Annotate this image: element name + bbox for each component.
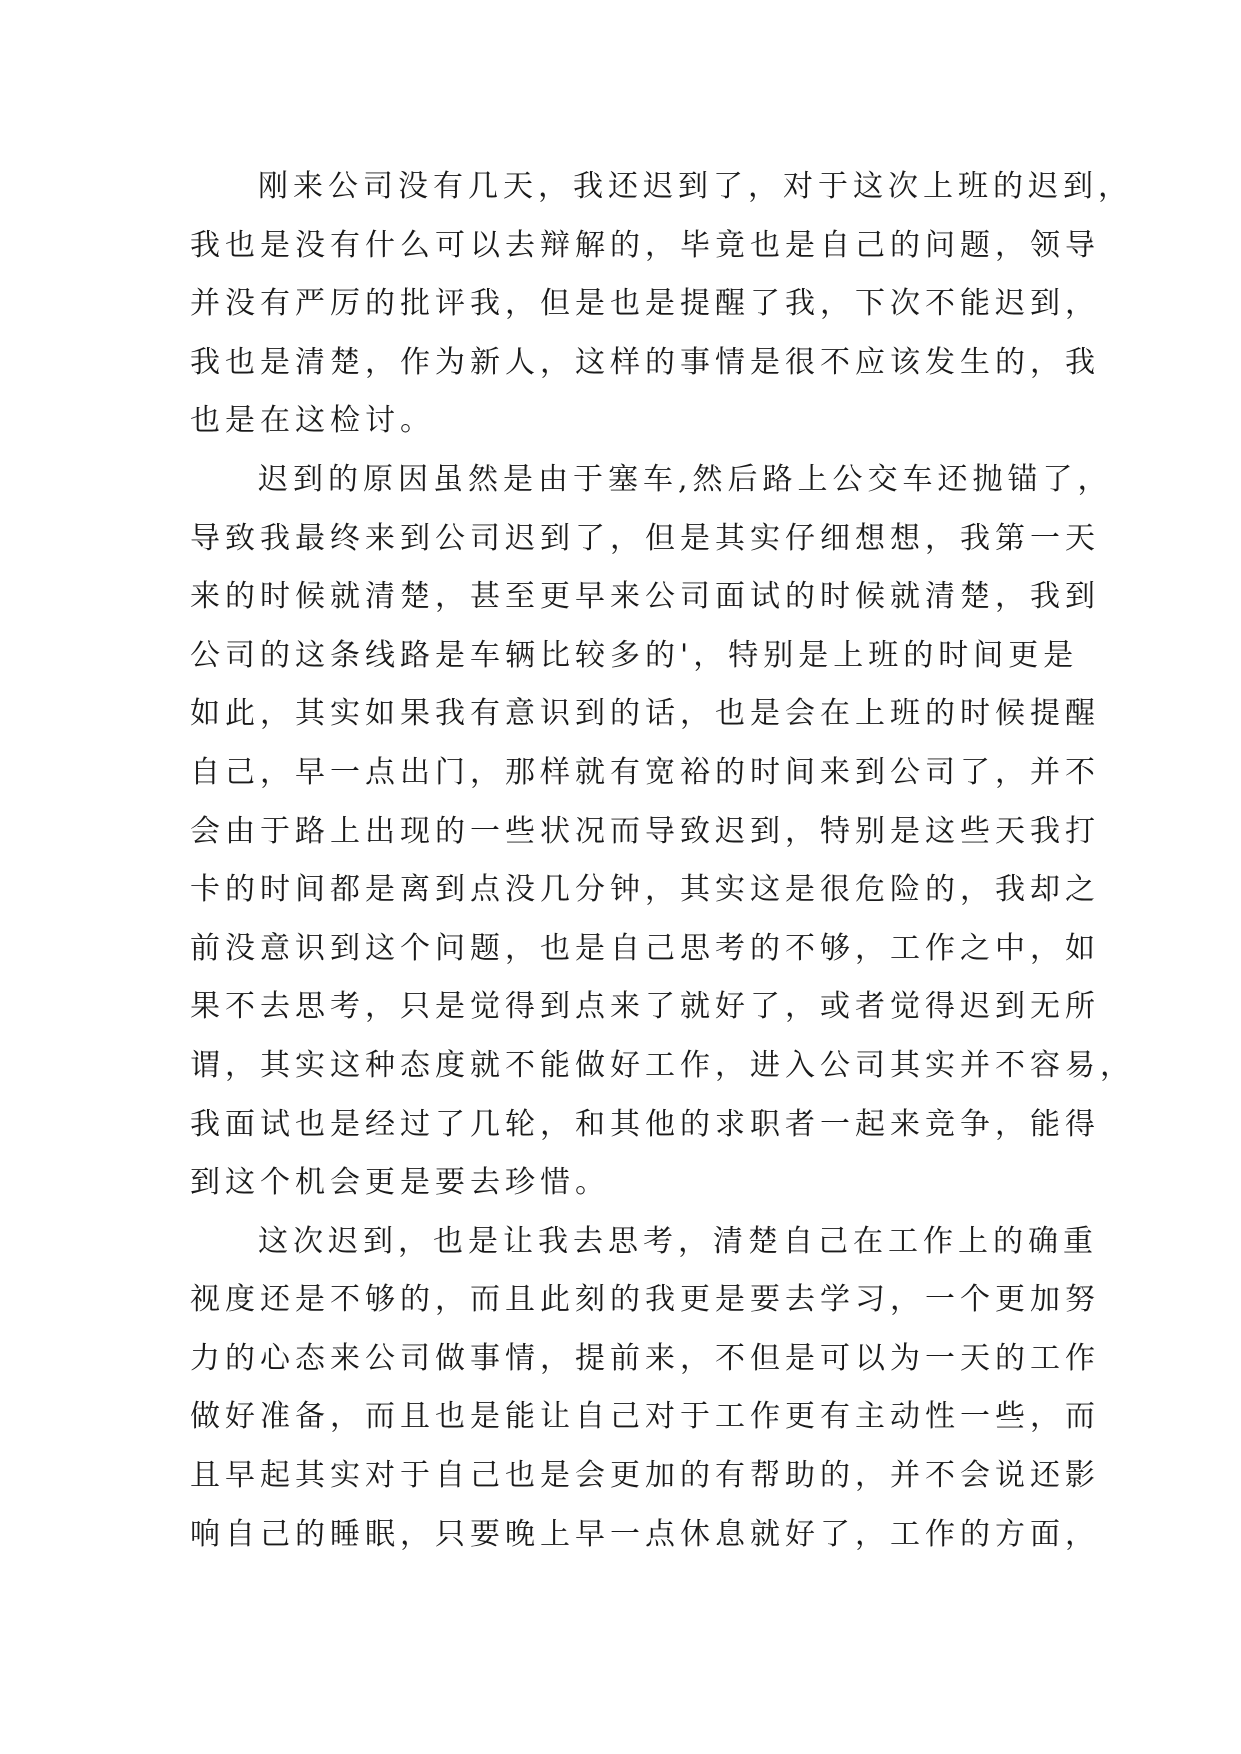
paragraph-1 (190, 158, 1133, 451)
text-line: 并没有严厉的批评我，但是也是提醒了我，下次不能迟到， (190, 286, 1100, 322)
text-line: 果不去思考，只是觉得到点来了就好了，或者觉得迟到无所 (190, 989, 1100, 1025)
text-line: 会由于路上出现的一些状况而导致迟到，特别是这些天我打 (190, 813, 1100, 849)
text-line: 视度还是不够的，而且此刻的我更是要去学习，一个更加努 (190, 1282, 1100, 1318)
text-line: 公司的这条线路是车辆比较多的'，特别是上班的时间更是 (190, 637, 1079, 673)
text-line: 这次迟到，也是让我去思考，清楚自己在工作上的确重 (258, 1223, 1098, 1259)
text-line: 来的时候就清楚，甚至更早来公司面试的时候就清楚，我到 (190, 579, 1100, 615)
text-line: 自己，早一点出门，那样就有宽裕的时间来到公司了，并不 (190, 754, 1100, 790)
text-line: 导致我最终来到公司迟到了，但是其实仔细想想，我第一天 (190, 520, 1100, 556)
text-line: 到这个机会更是要去珍惜。 (190, 1165, 610, 1201)
paragraph-2 (190, 451, 1135, 1213)
text-line: 卡的时间都是离到点没几分钟，其实这是很危险的，我却之 (190, 872, 1100, 908)
text-line: 响自己的睡眠，只要晚上早一点休息就好了，工作的方面， (190, 1516, 1100, 1552)
text-line: 迟到的原因虽然是由于塞车,然后路上公交车还抛锚了， (258, 461, 1113, 497)
paragraph-3 (190, 1213, 1100, 1565)
text-line: 我也是没有什么可以去辩解的，毕竟也是自己的问题，领导 (190, 227, 1100, 263)
text-line: 做好准备，而且也是能让自己对于工作更有主动性一些，而 (190, 1399, 1100, 1435)
text-line: 且早起其实对于自己也是会更加的有帮助的，并不会说还影 (190, 1458, 1100, 1494)
text-line: 刚来公司没有几天，我还迟到了，对于这次上班的迟到， (258, 169, 1133, 204)
text-line: 如此，其实如果我有意识到的话，也是会在上班的时候提醒 (190, 696, 1100, 732)
text-line: 力的心态来公司做事情，提前来，不但是可以为一天的工作 (190, 1340, 1100, 1376)
text-line: 我也是清楚，作为新人，这样的事情是很不应该发生的，我 (190, 344, 1100, 380)
text-line: 前没意识到这个问题，也是自己思考的不够，工作之中，如 (190, 930, 1100, 966)
document-body (190, 158, 1135, 1564)
text-line: 也是在这检讨。 (190, 403, 435, 439)
text-line: 谓，其实这种态度就不能做好工作，进入公司其实并不容易， (190, 1047, 1135, 1083)
text-line: 我面试也是经过了几轮，和其他的求职者一起来竞争，能得 (190, 1106, 1100, 1142)
